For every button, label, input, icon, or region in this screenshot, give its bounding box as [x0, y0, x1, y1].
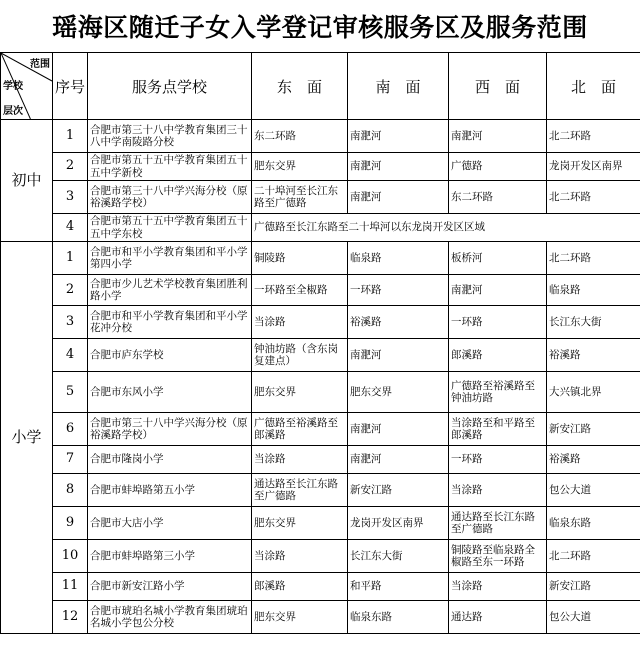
east-cell: 二十埠河至长江东路至广德路	[252, 181, 348, 214]
column-header-school: 服务点学校	[88, 53, 252, 120]
south-cell: 裕溪路	[348, 306, 449, 339]
school-cell: 合肥市隆岗小学	[88, 446, 252, 474]
table-row	[1, 181, 640, 214]
west-cell: 当涂路	[449, 573, 547, 601]
school-cell: 合肥市蚌埠路第五小学	[88, 474, 252, 507]
west-cell: 东二环路	[449, 181, 547, 214]
west-cell: 南淝河	[449, 120, 547, 153]
south-cell: 南淝河	[348, 413, 449, 446]
school-cell: 合肥市蚌埠路第三小学	[88, 540, 252, 573]
north-cell: 包公大道	[547, 601, 640, 634]
table-row	[1, 601, 640, 634]
page-title: 瑶海区随迁子女入学登记审核服务区及服务范围	[52, 13, 588, 42]
north-cell: 临泉东路	[547, 507, 640, 540]
south-cell: 和平路	[348, 573, 449, 601]
school-cell: 合肥市东风小学	[88, 372, 252, 413]
west-cell: 广德路	[449, 153, 547, 181]
east-cell: 当涂路	[252, 540, 348, 573]
west-cell: 一环路	[449, 306, 547, 339]
table-row	[1, 540, 640, 573]
column-header-west: 西 面	[449, 53, 547, 120]
east-cell: 东二环路	[252, 120, 348, 153]
north-cell: 龙岗开发区南界	[547, 153, 640, 181]
west-cell: 南淝河	[449, 275, 547, 306]
seq-cell: 5	[53, 372, 88, 413]
diagonal-corner-header	[1, 53, 53, 120]
south-cell: 南淝河	[348, 120, 449, 153]
column-header-south: 南 面	[348, 53, 449, 120]
west-cell: 板桥河	[449, 242, 547, 275]
table-row	[1, 275, 640, 306]
table-row	[1, 507, 640, 540]
west-cell: 广德路至裕溪路至钟油坊路	[449, 372, 547, 413]
table-row	[1, 242, 640, 275]
school-cell: 合肥市大店小学	[88, 507, 252, 540]
table-row	[1, 153, 640, 181]
east-cell: 当涂路	[252, 446, 348, 474]
west-cell: 当涂路至和平路至郎溪路	[449, 413, 547, 446]
seq-cell: 10	[53, 540, 88, 573]
table-row	[1, 474, 640, 507]
corner-label-level: 层次	[3, 106, 23, 117]
school-cell: 合肥市第五十五中学教育集团五十五中学新校	[88, 153, 252, 181]
north-cell: 大兴镇北界	[547, 372, 640, 413]
corner-label-range: 范围	[30, 59, 50, 70]
south-cell: 龙岗开发区南界	[348, 507, 449, 540]
east-cell: 广德路至裕溪路至郎溪路	[252, 413, 348, 446]
east-cell: 铜陵路	[252, 242, 348, 275]
east-cell: 当涂路	[252, 306, 348, 339]
east-cell: 肥东交界	[252, 507, 348, 540]
south-cell: 长江东大街	[348, 540, 449, 573]
table-row	[1, 372, 640, 413]
range-span-cell: 广德路至长江东路至二十埠河以东龙岗开发区区域	[252, 214, 640, 242]
south-cell: 新安江路	[348, 474, 449, 507]
north-cell: 北二环路	[547, 242, 640, 275]
table-row	[1, 413, 640, 446]
table-row	[1, 306, 640, 339]
seq-cell: 1	[53, 242, 88, 275]
south-cell: 临泉路	[348, 242, 449, 275]
column-header-east: 东 面	[252, 53, 348, 120]
level-cell-junior: 初中	[1, 120, 53, 242]
seq-cell: 6	[53, 413, 88, 446]
west-cell: 当涂路	[449, 474, 547, 507]
north-cell: 临泉路	[547, 275, 640, 306]
north-cell: 北二环路	[547, 540, 640, 573]
table-row	[1, 120, 640, 153]
west-cell: 一环路	[449, 446, 547, 474]
school-cell: 合肥市第三十八中学教育集团三十八中学南陵路分校	[88, 120, 252, 153]
west-cell: 通达路	[449, 601, 547, 634]
seq-cell: 2	[53, 275, 88, 306]
school-cell: 合肥市庐东学校	[88, 339, 252, 372]
seq-cell: 7	[53, 446, 88, 474]
north-cell: 裕溪路	[547, 446, 640, 474]
seq-cell: 4	[53, 214, 88, 242]
south-cell: 南淝河	[348, 153, 449, 181]
seq-cell: 4	[53, 339, 88, 372]
seq-cell: 1	[53, 120, 88, 153]
column-header-north: 北 面	[547, 53, 640, 120]
seq-cell: 11	[53, 573, 88, 601]
corner-label-school: 学校	[3, 81, 23, 92]
north-cell: 新安江路	[547, 573, 640, 601]
west-cell: 郎溪路	[449, 339, 547, 372]
school-cell: 合肥市第三十八中学兴海分校（原裕溪路学校）	[88, 413, 252, 446]
north-cell: 长江东大街	[547, 306, 640, 339]
east-cell: 一环路至全椒路	[252, 275, 348, 306]
seq-cell: 3	[53, 306, 88, 339]
table-row	[1, 214, 640, 242]
south-cell: 南淝河	[348, 181, 449, 214]
east-cell: 钟油坊路（含东岗复建点）	[252, 339, 348, 372]
table-body	[1, 120, 640, 634]
east-cell: 郎溪路	[252, 573, 348, 601]
table-row	[1, 446, 640, 474]
south-cell: 肥东交界	[348, 372, 449, 413]
north-cell: 裕溪路	[547, 339, 640, 372]
east-cell: 肥东交界	[252, 601, 348, 634]
level-cell-primary: 小学	[1, 242, 53, 634]
north-cell: 北二环路	[547, 181, 640, 214]
school-cell: 合肥市琥珀名城小学教育集团琥珀名城小学包公分校	[88, 601, 252, 634]
seq-cell: 8	[53, 474, 88, 507]
school-cell: 合肥市和平小学教育集团和平小学第四小学	[88, 242, 252, 275]
south-cell: 南淝河	[348, 339, 449, 372]
east-cell: 肥东交界	[252, 153, 348, 181]
north-cell: 新安江路	[547, 413, 640, 446]
south-cell: 一环路	[348, 275, 449, 306]
north-cell: 北二环路	[547, 120, 640, 153]
north-cell: 包公大道	[547, 474, 640, 507]
seq-cell: 9	[53, 507, 88, 540]
service-area-table	[0, 52, 640, 634]
header-row	[1, 53, 640, 120]
seq-cell: 2	[53, 153, 88, 181]
east-cell: 肥东交界	[252, 372, 348, 413]
seq-cell: 12	[53, 601, 88, 634]
school-cell: 合肥市和平小学教育集团和平小学花冲分校	[88, 306, 252, 339]
column-header-seq: 序号	[53, 53, 88, 120]
school-cell: 合肥市第五十五中学教育集团五十五中学东校	[88, 214, 252, 242]
school-cell: 合肥市第三十八中学兴海分校（原裕溪路学校）	[88, 181, 252, 214]
table-row	[1, 339, 640, 372]
table-row	[1, 573, 640, 601]
south-cell: 临泉东路	[348, 601, 449, 634]
west-cell: 铜陵路至临泉路全椒路至东一环路	[449, 540, 547, 573]
seq-cell: 3	[53, 181, 88, 214]
school-cell: 合肥市新安江路小学	[88, 573, 252, 601]
east-cell: 通达路至长江东路至广德路	[252, 474, 348, 507]
school-cell: 合肥市少儿艺术学校教育集团胜利路小学	[88, 275, 252, 306]
west-cell: 通达路至长江东路至广德路	[449, 507, 547, 540]
south-cell: 南淝河	[348, 446, 449, 474]
